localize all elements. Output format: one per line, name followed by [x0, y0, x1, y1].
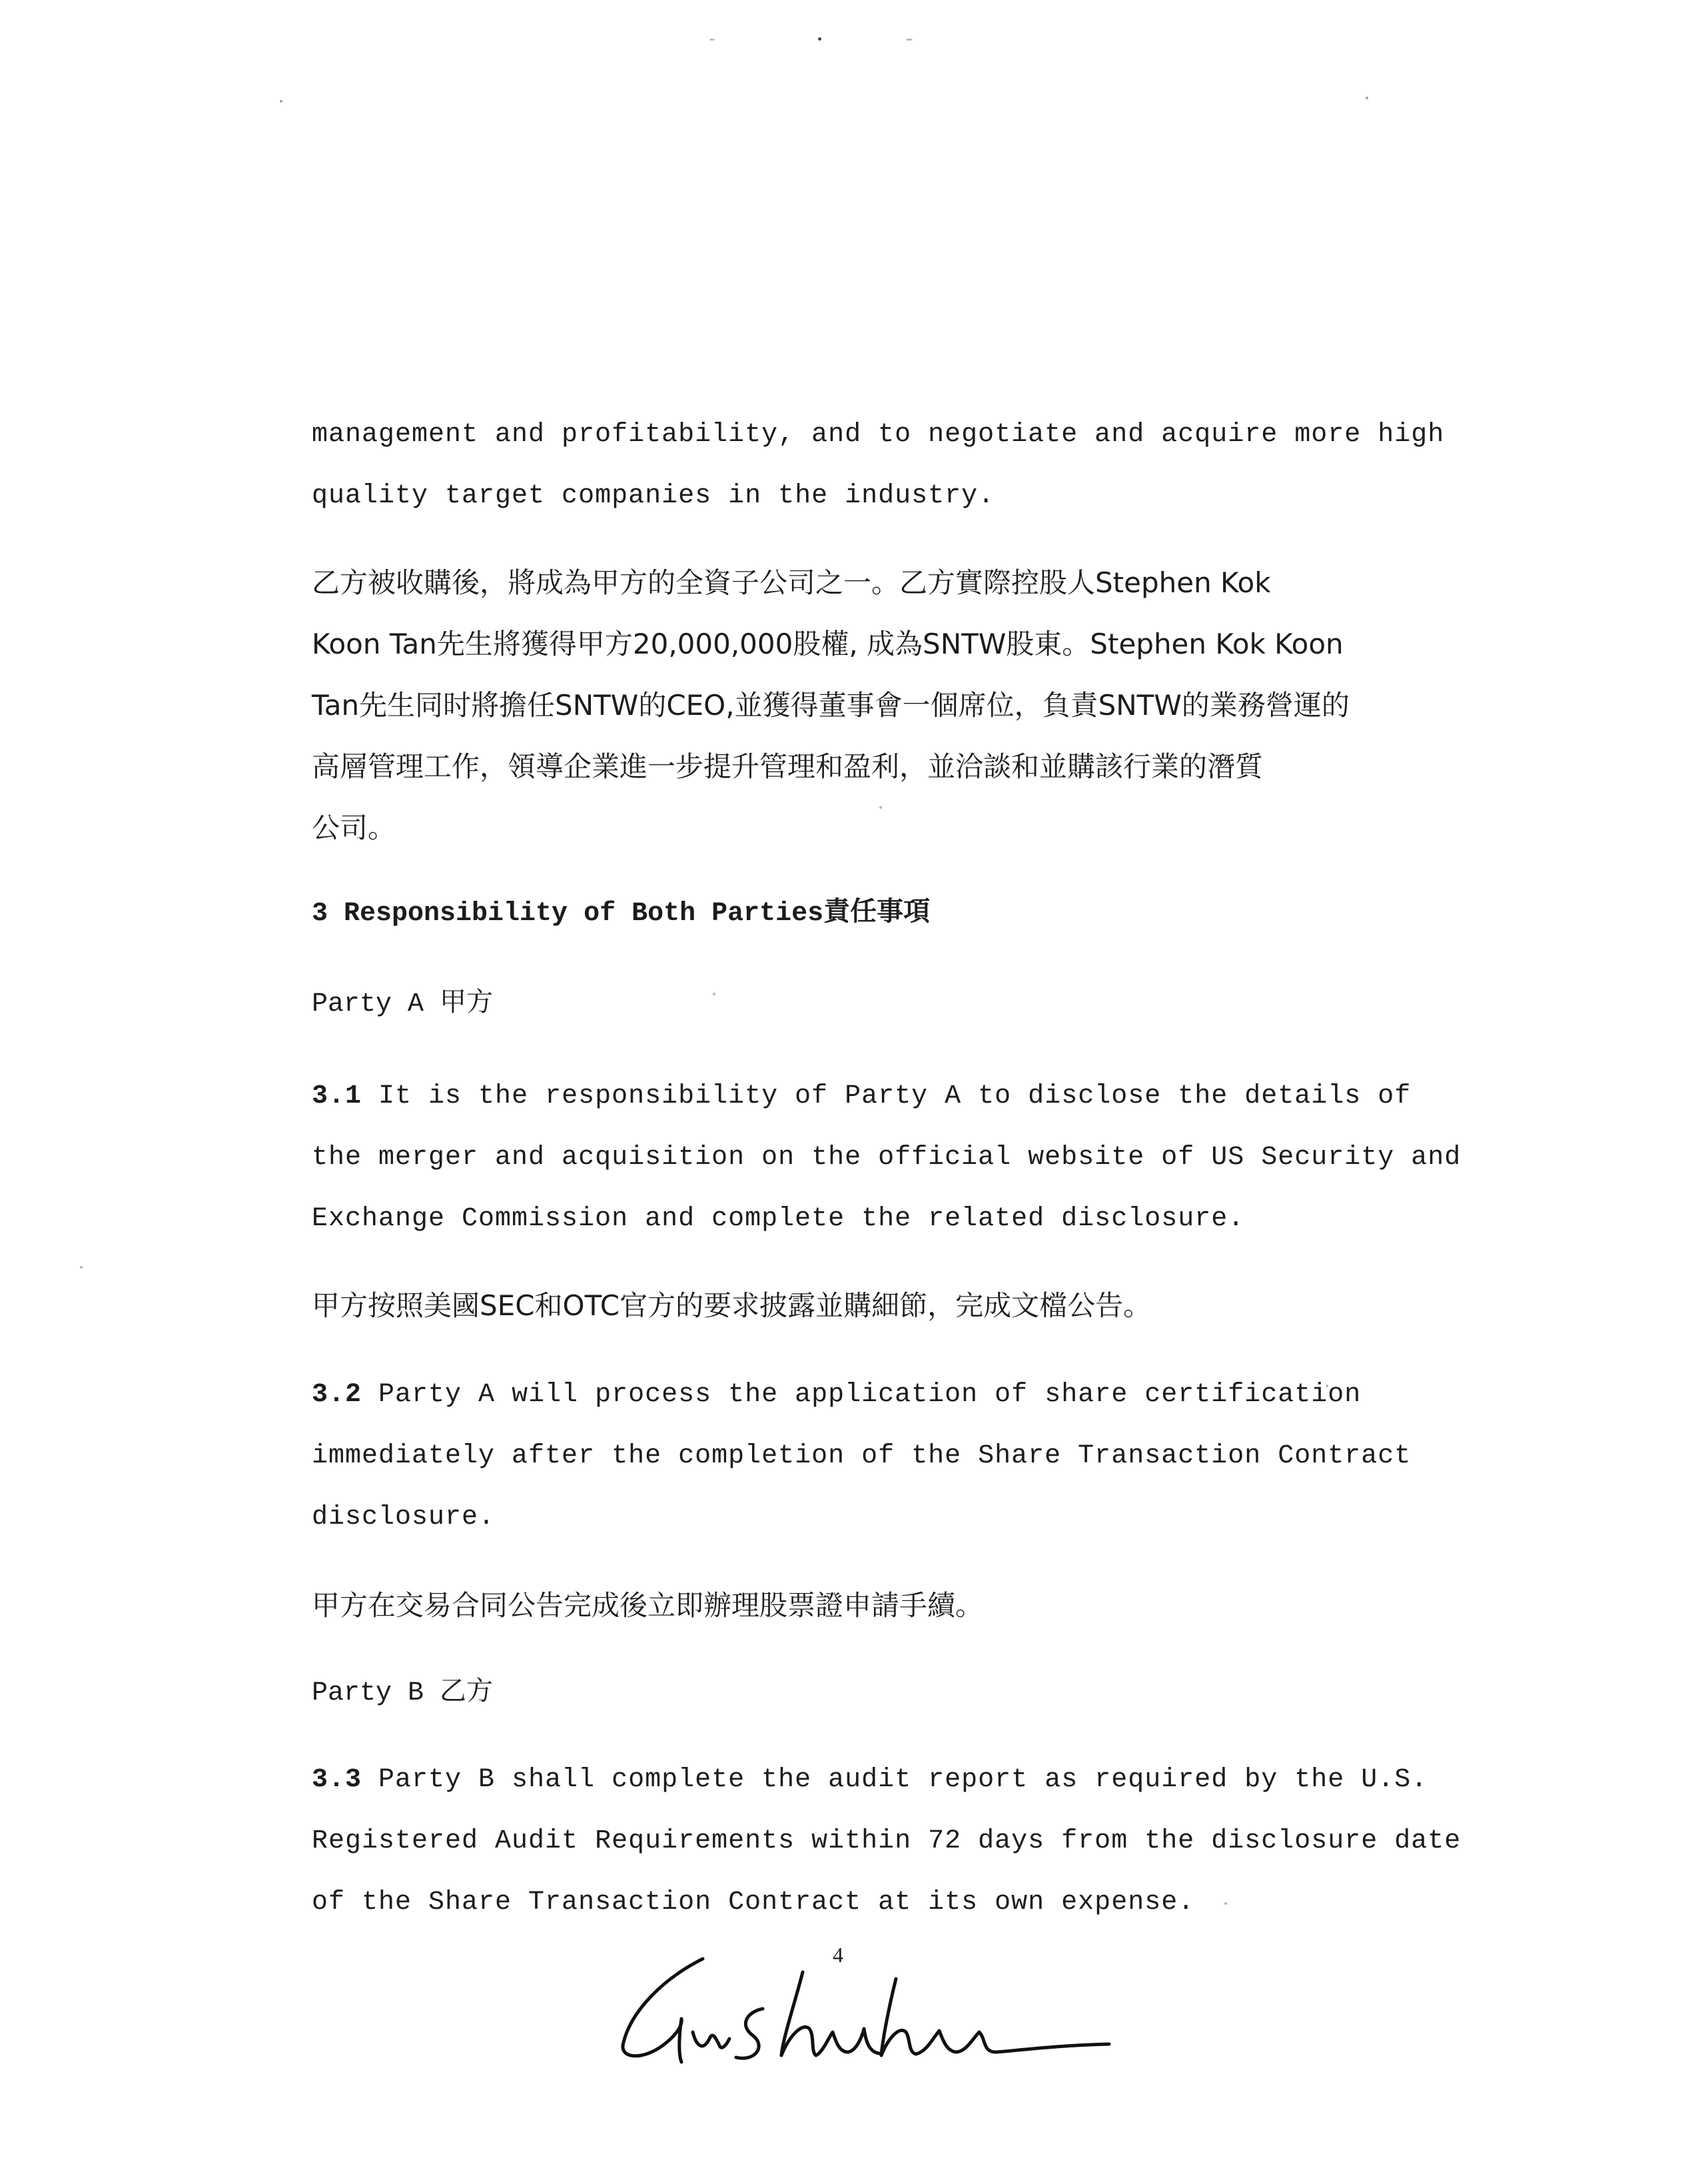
- text-line: 甲方在交易合同公告完成後立即辦理股票證申請手續。: [312, 1589, 984, 1622]
- text-line: of the Share Transaction Contract at its own expense.: [312, 1888, 1195, 1917]
- clause-number: 3.1: [312, 1081, 362, 1111]
- party-b-label: Party B 乙方: [312, 1678, 494, 1708]
- text-line: 高層管理工作，領導企業進一步提升管理和盈利，並洽談和並購該行業的潛質: [312, 750, 1264, 783]
- party-b-heading: [312, 1663, 1371, 1724]
- clause-number: 3.3: [312, 1765, 362, 1795]
- text-line: [312, 1365, 1371, 1426]
- paragraph-continuation: [312, 404, 1445, 527]
- party-a-label: Party A 甲方: [312, 989, 494, 1019]
- text-line: Registered Audit Requirements within 72 days from the disclosure date: [312, 1826, 1462, 1856]
- text-line: 公司。: [312, 812, 396, 844]
- paragraph-chinese: [312, 552, 1371, 859]
- scan-speck: [280, 100, 282, 103]
- page-number: 4: [833, 1943, 843, 1967]
- clause-text: Party B shall complete the audit report as required by the U.S.: [378, 1765, 1428, 1795]
- section-heading: [312, 883, 1371, 945]
- clause-text: It is the responsibility of Party A to disclose the details of: [378, 1081, 1412, 1111]
- text-line: 甲方按照美國SEC和OTC官方的要求披露並購細節，完成文檔公告。: [312, 1289, 1152, 1322]
- scan-speck: [1366, 97, 1368, 99]
- text-line: [312, 1066, 1412, 1127]
- text-line: management and profitability, and to negotiate and acquire more high: [312, 420, 1445, 450]
- text-line: Koon Tan先生將獲得甲方20,000,000股權, 成為SNTW股東。Stephen Kok Koon: [312, 628, 1344, 660]
- text-line: Tan先生同时將擔任SNTW的CEO,並獲得董事會一個席位，負責SNTW的業務營運的: [312, 689, 1350, 722]
- handwritten-signature: [603, 1945, 1122, 2072]
- clause-number: 3.2: [312, 1380, 362, 1410]
- section-title: 3 Responsibility of Both Parties責任事項: [312, 899, 931, 929]
- clause-3-1-chinese: [312, 1275, 1371, 1337]
- clause-3-2-chinese: [312, 1575, 1371, 1636]
- clause-3-1: [312, 1066, 1462, 1250]
- text-line: [312, 1750, 1428, 1811]
- clause-text: Party A will process the application of share certification: [378, 1380, 1362, 1410]
- clause-3-3: [312, 1750, 1462, 1933]
- scan-speck: [818, 37, 821, 41]
- party-a-heading: [312, 974, 1371, 1035]
- text-line: quality target companies in the industry.: [312, 481, 995, 511]
- scan-speck: [906, 39, 913, 41]
- clause-3-2: [312, 1365, 1412, 1548]
- text-line: immediately after the completion of the Share Transaction Contract: [312, 1441, 1412, 1471]
- scan-speck: [80, 1266, 83, 1269]
- text-line: Exchange Commission and complete the related disclosure.: [312, 1204, 1245, 1234]
- text-line: disclosure.: [312, 1502, 496, 1532]
- text-line: the merger and acquisition on the official website of US Security and: [312, 1143, 1462, 1173]
- scan-speck: [709, 39, 715, 41]
- text-line: 乙方被收購後，將成為甲方的全資子公司之一。乙方實際控股人Stephen Kok: [312, 566, 1271, 599]
